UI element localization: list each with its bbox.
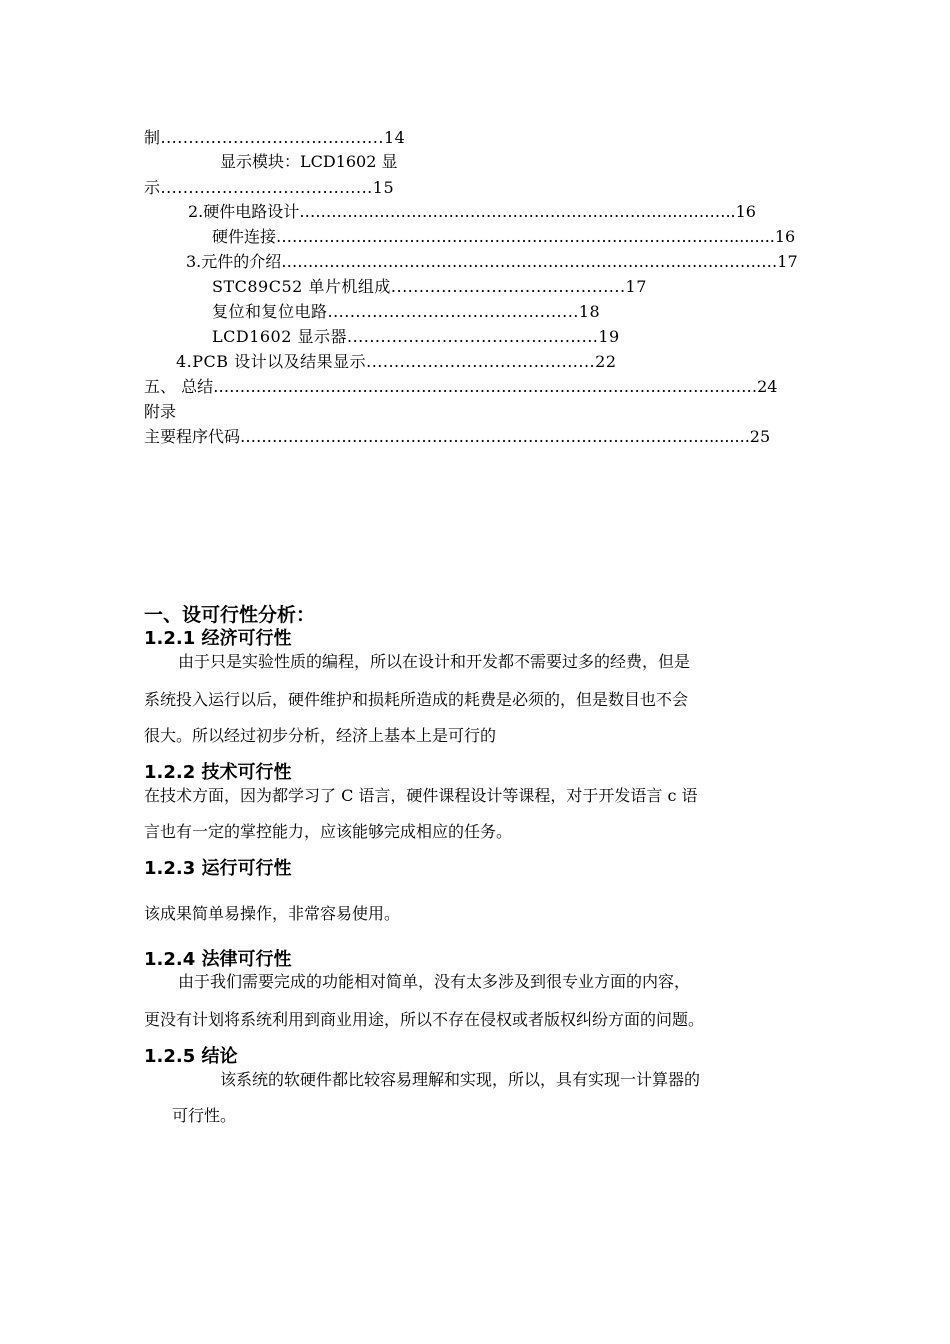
paragraph-line: 更没有计划将系统利用到商业用途，所以不存在侵权或者版权纠纷方面的问题。 (144, 1010, 705, 1029)
toc-entry[interactable]: 3.元件的介绍…………………………………………………………………………………17 (186, 252, 798, 271)
toc-entry[interactable]: LCD1602 显示器.............................................19 (212, 327, 620, 346)
heading-technical: 1.2.2 技术可行性 (144, 762, 292, 783)
paragraph-line: 言也有一定的掌控能力，应该能够完成相应的任务。 (144, 822, 513, 841)
paragraph-line: 系统投入运行以后，硬件维护和损耗所造成的耗费是必须的，但是数目也不会 (144, 690, 689, 709)
paragraph-line: 在技术方面，因为都学习了 C 语言，硬件课程设计等课程，对于开发语言 c 语 (144, 786, 698, 805)
heading-economic: 1.2.1 经济可行性 (144, 628, 292, 649)
toc-entry[interactable]: 复位和复位电路.............................................18 (212, 302, 601, 321)
toc-entry[interactable]: 制........................................14 (144, 128, 406, 147)
paragraph-line: 由于只是实验性质的编程，所以在设计和开发都不需要过多的经费，但是 (178, 652, 691, 671)
toc-entry[interactable]: 4.PCB 设计以及结果显示.........................................22 (176, 352, 617, 371)
paragraph-line: 该成果简单易操作，非常容易使用。 (144, 904, 401, 923)
toc-entry[interactable]: 2.硬件电路设计……………………………………………………………..………..16 (188, 202, 756, 221)
paragraph-line: 该系统的软硬件都比较容易理解和实现，所以，具有实现一计算器的 (220, 1070, 701, 1089)
section-title: 一、设可行性分析： (144, 604, 316, 626)
paragraph-line: 由于我们需要完成的功能相对简单，没有太多涉及到很专业方面的内容， (178, 972, 691, 991)
heading-conclusion: 1.2.5 结论 (144, 1046, 238, 1067)
heading-legal: 1.2.4 法律可行性 (144, 949, 292, 970)
paragraph-line: 可行性。 (172, 1106, 237, 1125)
toc-entry[interactable]: 主要程序代码…………………………………………………………………………….........25 (144, 427, 771, 446)
paragraph-line: 很大。所以经过初步分析，经济上基本上是可行的 (144, 726, 497, 745)
toc-entry[interactable]: STC89C52 单片机组成..........................................17 (212, 277, 647, 296)
toc-entry[interactable]: 示......................................15 (144, 178, 395, 197)
toc-entry[interactable]: 附录 (144, 402, 177, 421)
toc-entry[interactable]: 硬件连接…………………………………………………………………………..........16 (212, 227, 796, 246)
toc-entry[interactable]: 显示模块：LCD1602 显 (220, 152, 398, 171)
heading-operational: 1.2.3 运行可行性 (144, 858, 292, 879)
toc-entry[interactable]: 五、 总结…………………………………………………………………………………………24 (144, 377, 778, 396)
